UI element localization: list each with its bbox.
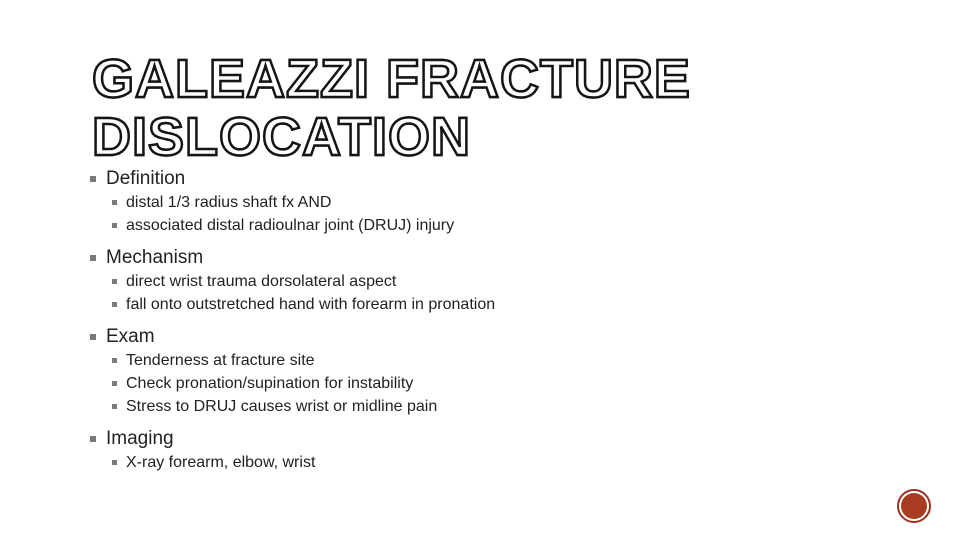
bullet-text: Check pronation/supination for instability (126, 375, 414, 392)
bullet-heading (90, 167, 850, 191)
bullet-heading (90, 427, 850, 451)
section-heading-imaging: Imaging (106, 428, 174, 449)
slide-title-line-2: DISLOCATION (92, 107, 471, 167)
section-heading-definition: Definition (106, 168, 186, 189)
square-bullet-icon (90, 255, 96, 261)
bullet-heading (90, 246, 850, 270)
section-exam (90, 325, 850, 418)
square-bullet-icon (112, 460, 117, 465)
square-bullet-icon (112, 200, 117, 205)
bullet-item (90, 214, 850, 237)
square-bullet-icon (90, 436, 96, 442)
square-bullet-icon (90, 176, 96, 182)
section-imaging (90, 427, 850, 474)
slide-title-line-1: GALEAZZI FRACTURE (92, 49, 691, 109)
square-bullet-icon (112, 279, 117, 284)
bullet-heading (90, 325, 850, 349)
bullet-text: X-ray forearm, elbow, wrist (126, 454, 316, 471)
square-bullet-icon (112, 302, 117, 307)
section-heading-exam: Exam (106, 326, 155, 347)
bullet-text: Stress to DRUJ causes wrist or midline pain (126, 398, 438, 415)
bullet-item (90, 293, 850, 316)
square-bullet-icon (112, 404, 117, 409)
bullet-text: Tenderness at fracture site (126, 352, 315, 369)
bullet-item (90, 372, 850, 395)
slide-number-badge-icon (897, 489, 931, 523)
square-bullet-icon (112, 358, 117, 363)
bullet-text: direct wrist trauma dorsolateral aspect (126, 273, 397, 290)
square-bullet-icon (112, 381, 117, 386)
bullet-item (90, 349, 850, 372)
badge-fill (901, 493, 927, 519)
section-definition (90, 167, 850, 237)
square-bullet-icon (112, 223, 117, 228)
section-heading-mechanism: Mechanism (106, 247, 204, 268)
bullet-item (90, 395, 850, 418)
bullet-text: associated distal radioulnar joint (DRUJ) injury (126, 217, 455, 234)
bullet-text: distal 1/3 radius shaft fx AND (126, 194, 332, 211)
bullet-item (90, 451, 850, 474)
slide-body (90, 167, 850, 483)
section-mechanism (90, 246, 850, 316)
square-bullet-icon (90, 334, 96, 340)
bullet-item (90, 191, 850, 214)
bullet-text: fall onto outstretched hand with forearm in pronation (126, 296, 496, 313)
bullet-item (90, 270, 850, 293)
